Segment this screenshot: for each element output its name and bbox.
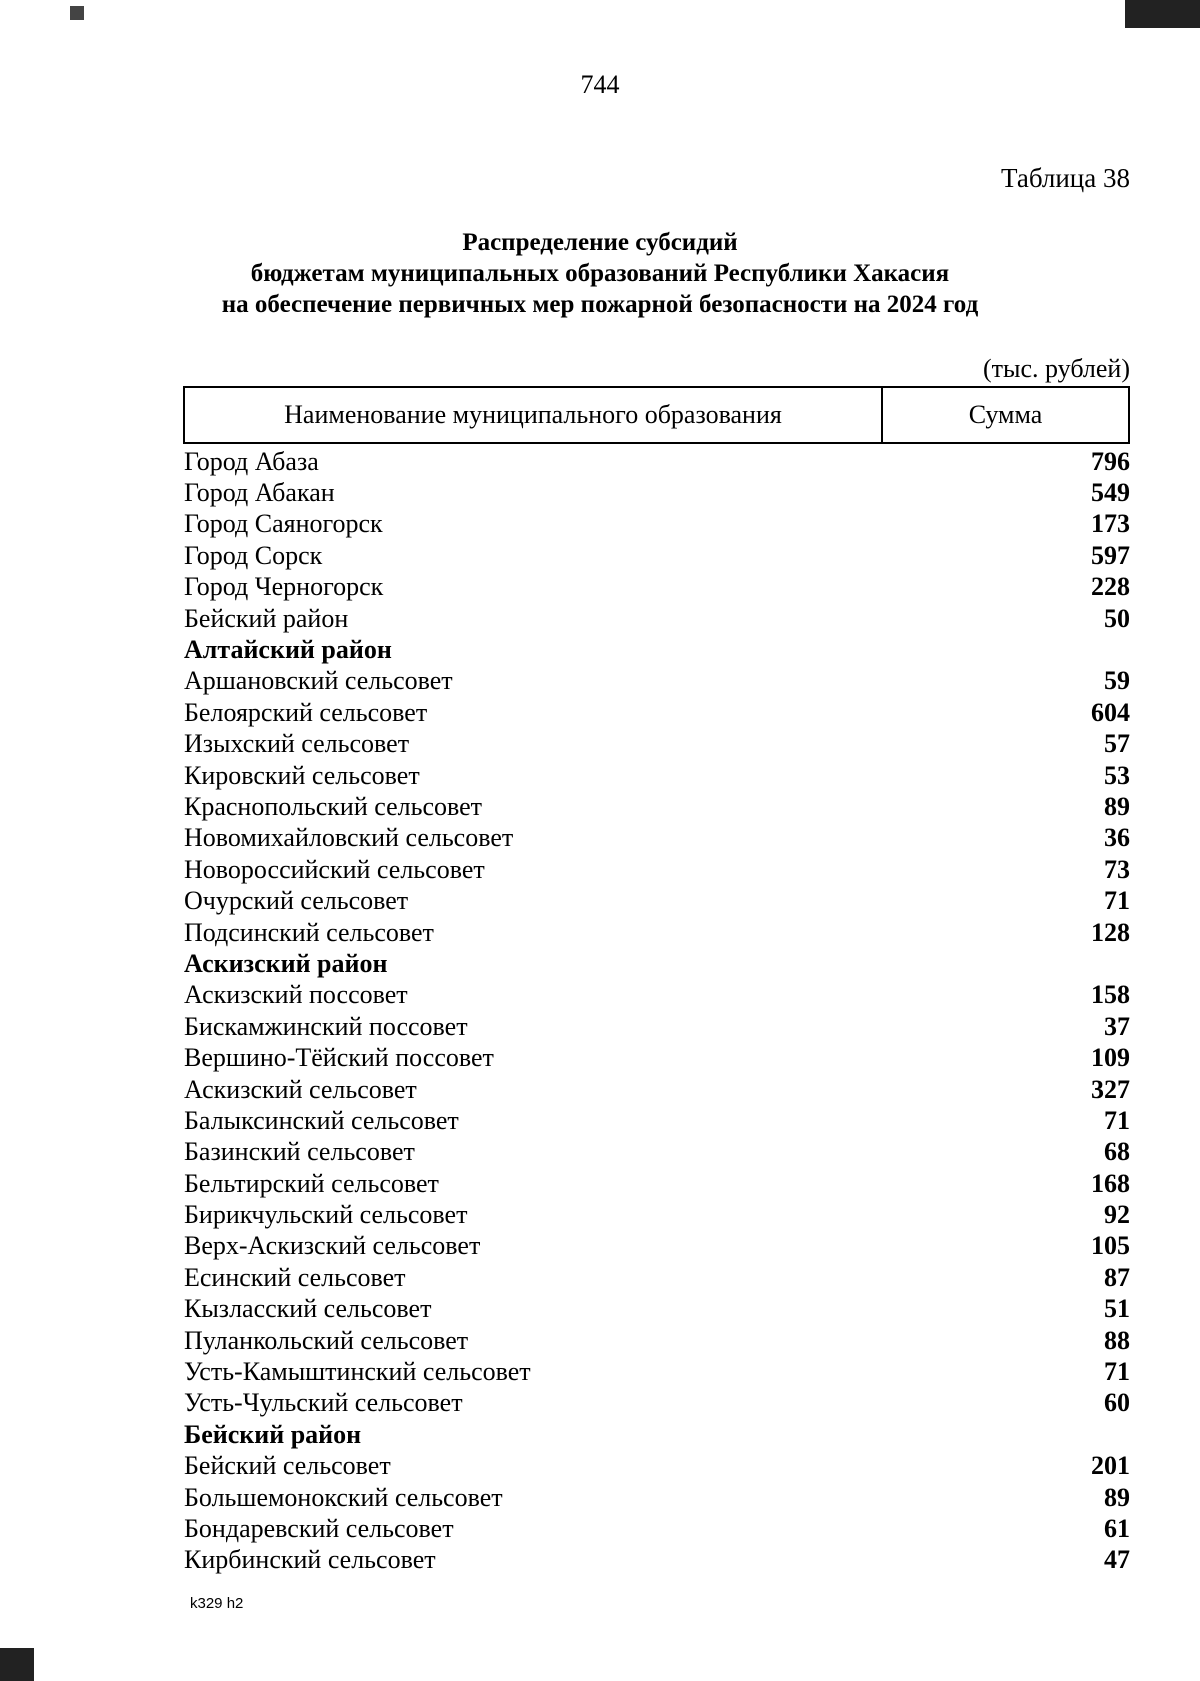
row-value: 604 [1091, 697, 1130, 727]
row-value: 168 [1091, 1168, 1130, 1198]
row-value: 105 [1091, 1231, 1130, 1261]
title-line-1: Распределение субсидий [462, 229, 738, 256]
table-row [184, 1451, 1130, 1482]
row-name: Бейский район [184, 1419, 362, 1449]
table-row [184, 477, 1130, 508]
row-value: 36 [1104, 823, 1130, 853]
table-row [184, 603, 1130, 634]
row-name: Аскизский сельсовет [184, 1074, 417, 1104]
page-number: 744 [580, 70, 620, 99]
row-value: 88 [1104, 1325, 1130, 1355]
row-value: 549 [1091, 478, 1130, 508]
row-name: Краснопольский сельсовет [184, 791, 483, 821]
table-label: Таблица 38 [1001, 163, 1130, 193]
row-name: Кызласский сельсовет [184, 1294, 432, 1324]
table-row [184, 540, 1130, 571]
table-row [184, 885, 1130, 916]
row-name: Большемонокский сельсовет [184, 1482, 503, 1512]
table-group-row [184, 634, 1130, 665]
row-name: Бискамжинский поссовет [184, 1011, 468, 1041]
table-row [184, 1011, 1130, 1042]
table-row [184, 1262, 1130, 1293]
footer-code: k329 h2 [190, 1595, 244, 1612]
row-name: Аскизский поссовет [184, 980, 408, 1010]
scan-smudge-top-right [1125, 0, 1200, 28]
table-row [184, 1042, 1130, 1073]
table-row [184, 1294, 1130, 1325]
row-name: Усть-Чульский сельсовет [184, 1388, 463, 1418]
table-row [184, 1137, 1130, 1168]
row-value: 327 [1091, 1074, 1130, 1104]
row-name: Балыксинский сельсовет [184, 1105, 459, 1135]
row-name: Новомихайловский сельсовет [184, 823, 514, 853]
row-name: Вершино-Тёйский поссовет [184, 1043, 494, 1073]
row-name: Изыхский сельсовет [184, 729, 410, 759]
row-value: 796 [1091, 446, 1130, 476]
row-name: Пуланкольский сельсовет [184, 1325, 469, 1355]
row-name: Город Черногорск [184, 572, 384, 602]
table-row [184, 697, 1130, 728]
row-value: 109 [1091, 1043, 1130, 1073]
table-row [184, 446, 1130, 477]
table-row [184, 729, 1130, 760]
row-value: 597 [1091, 540, 1130, 570]
row-name: Аршановский сельсовет [184, 666, 453, 696]
row-value: 71 [1104, 886, 1130, 916]
row-name: Есинский сельсовет [184, 1262, 406, 1292]
row-value: 57 [1104, 729, 1130, 759]
row-name: Бейский сельсовет [184, 1451, 391, 1481]
units-label: (тыс. рублей) [982, 354, 1130, 383]
row-name: Кировский сельсовет [184, 760, 420, 790]
row-name: Бондаревский сельсовет [184, 1513, 454, 1543]
row-value: 50 [1104, 603, 1130, 633]
table-row [184, 1325, 1130, 1356]
table-row [184, 1545, 1130, 1576]
row-value: 92 [1104, 1200, 1130, 1230]
table-row [184, 760, 1130, 791]
table-row [184, 1388, 1130, 1419]
row-name: Кирбинский сельсовет [184, 1545, 436, 1575]
table-row [184, 1105, 1130, 1136]
table-group-row [184, 948, 1130, 979]
row-value: 89 [1104, 791, 1130, 821]
table-group-row [184, 1419, 1130, 1450]
title-line-3: на обеспечение первичных мер пожарной безопасности на 2024 год [221, 291, 979, 318]
title-line-2: бюджетам муниципальных образований Республики Хакасия [250, 260, 950, 287]
row-name: Город Абаза [184, 446, 319, 476]
row-name: Аскизский район [184, 948, 388, 978]
row-name: Город Саяногорск [184, 509, 383, 539]
row-value: 73 [1104, 854, 1130, 884]
table-row [184, 666, 1130, 697]
row-value: 60 [1104, 1388, 1130, 1418]
row-name: Бейский район [184, 603, 349, 633]
table-row [184, 1168, 1130, 1199]
row-name: Алтайский район [184, 635, 392, 665]
row-name: Белоярский сельсовет [184, 697, 428, 727]
row-name: Город Абакан [184, 478, 335, 508]
table-row [184, 1356, 1130, 1387]
table-row [184, 1482, 1130, 1513]
table-title [0, 227, 1200, 320]
row-name: Усть-Камыштинский сельсовет [184, 1357, 531, 1387]
row-value: 59 [1104, 666, 1130, 696]
table-row [184, 854, 1130, 885]
row-value: 128 [1091, 917, 1130, 947]
table-row [184, 1074, 1130, 1105]
header-sum: Сумма [968, 400, 1043, 429]
table-row [184, 823, 1130, 854]
row-value: 71 [1104, 1105, 1130, 1135]
row-name: Очурский сельсовет [184, 886, 409, 916]
table-row [184, 509, 1130, 540]
row-value: 228 [1091, 572, 1130, 602]
table-row [184, 1513, 1130, 1544]
row-value: 71 [1104, 1357, 1130, 1387]
row-value: 87 [1104, 1262, 1130, 1292]
row-value: 53 [1104, 760, 1130, 790]
table-body [184, 446, 1130, 1576]
table-row [184, 1199, 1130, 1230]
table-row [184, 917, 1130, 948]
table-row [184, 572, 1130, 603]
scan-smudge-top-left [70, 6, 84, 20]
row-name: Бирикчульский сельсовет [184, 1200, 468, 1230]
row-name: Бельтирский сельсовет [184, 1168, 439, 1198]
row-value: 47 [1104, 1545, 1130, 1575]
row-value: 158 [1091, 980, 1130, 1010]
row-value: 173 [1091, 509, 1130, 539]
scan-smudge-bottom-left [0, 1648, 34, 1681]
row-value: 89 [1104, 1482, 1130, 1512]
row-name: Верх-Аскизский сельсовет [184, 1231, 481, 1261]
row-name: Базинский сельсовет [184, 1137, 415, 1167]
table-row [184, 791, 1130, 822]
row-value: 51 [1104, 1294, 1130, 1324]
row-name: Город Сорск [184, 540, 323, 570]
row-value: 68 [1104, 1137, 1130, 1167]
row-value: 61 [1104, 1513, 1130, 1543]
row-name: Подсинский сельсовет [184, 917, 434, 947]
row-value: 201 [1091, 1451, 1130, 1481]
row-value: 37 [1104, 1011, 1130, 1041]
header-name: Наименование муниципального образования [185, 388, 883, 442]
table-row [184, 1231, 1130, 1262]
table-header [183, 386, 1130, 444]
row-name: Новороссийский сельсовет [184, 854, 485, 884]
table-row [184, 980, 1130, 1011]
